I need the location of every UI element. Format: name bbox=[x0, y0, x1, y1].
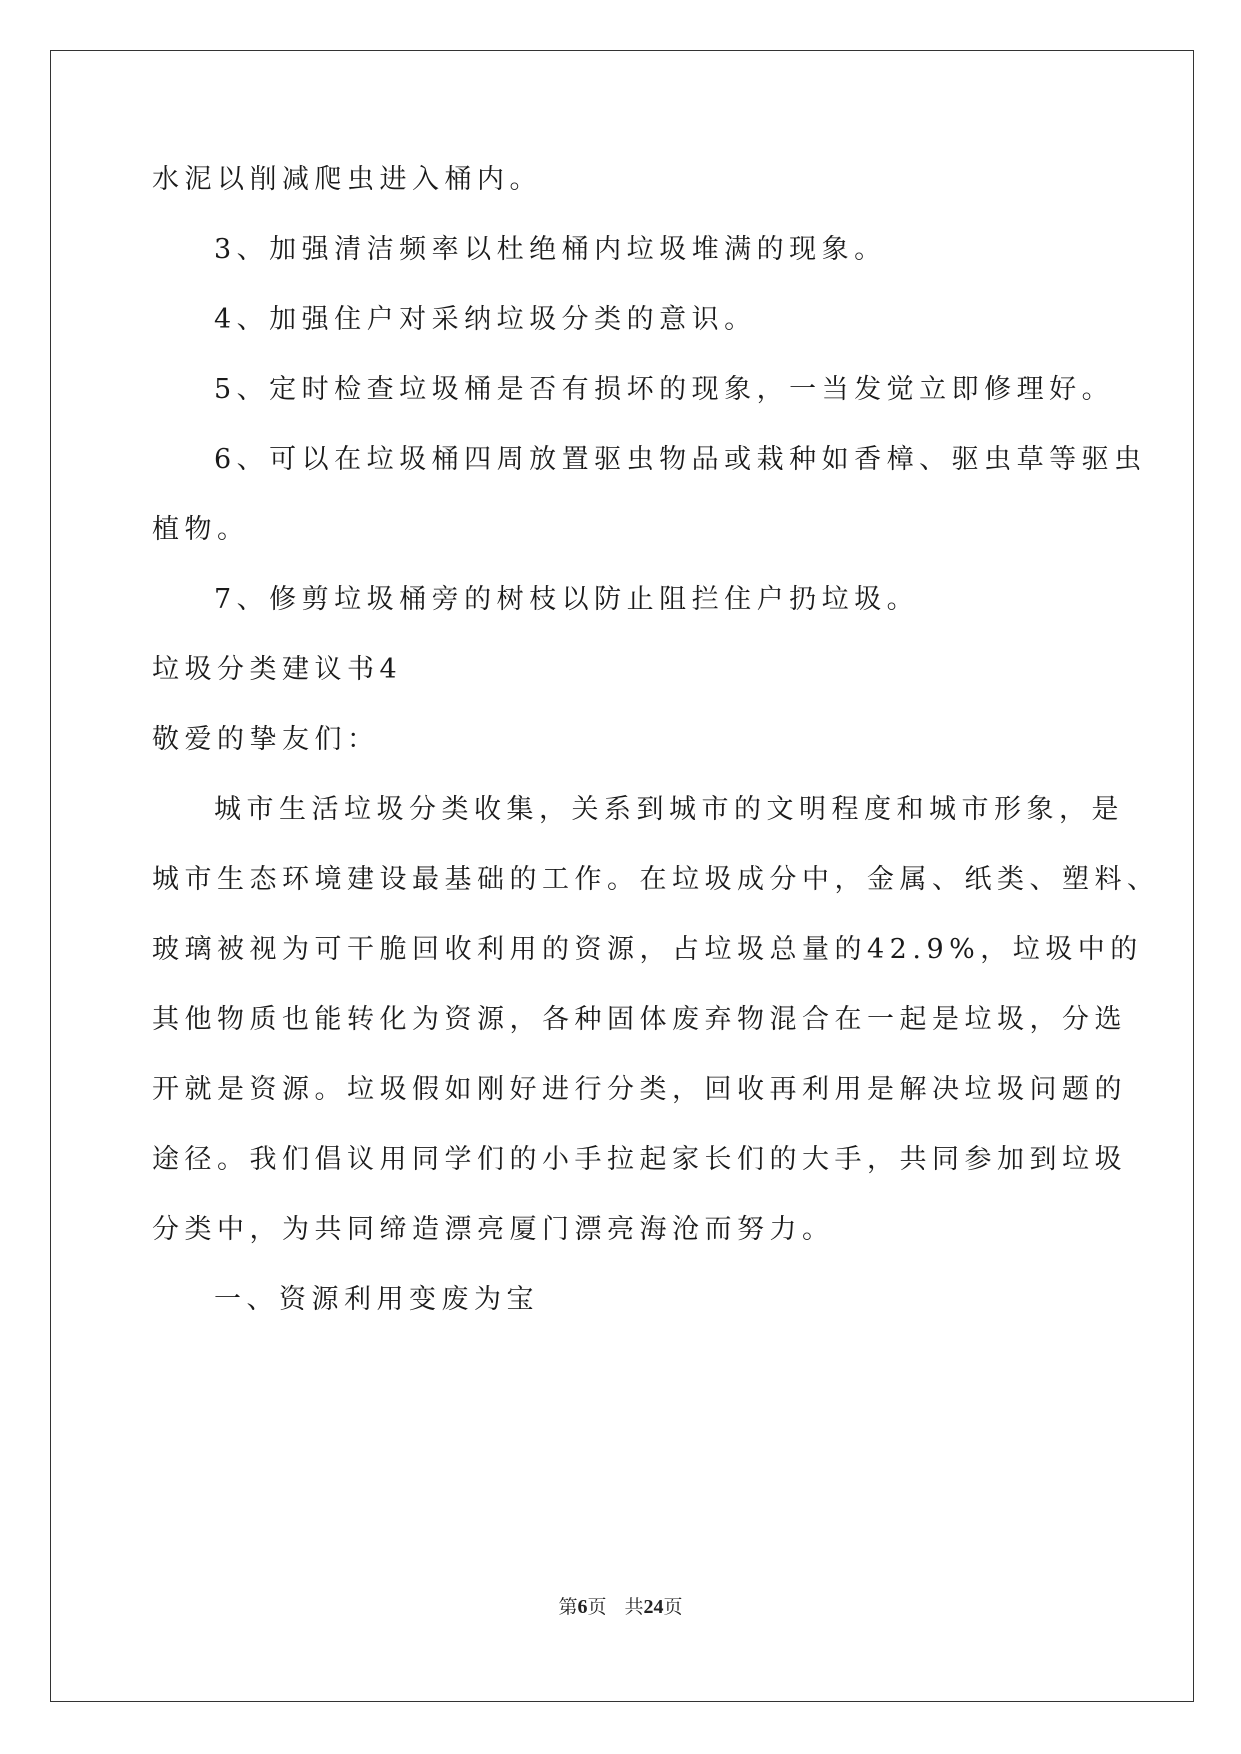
page-footer bbox=[0, 1592, 1241, 1619]
footer-suffix: 页 bbox=[663, 1596, 683, 1618]
current-page-number: 6 bbox=[577, 1596, 588, 1618]
footer-prefix: 第 bbox=[558, 1596, 578, 1618]
text-line: 植物。 bbox=[152, 514, 250, 545]
paragraph-line: 分类中，为共同缔造漂亮厦门漂亮海沧而努力。 bbox=[152, 1214, 835, 1245]
paragraph-line: 开就是资源。垃圾假如刚好进行分类，回收再利用是解决垃圾问题的 bbox=[152, 1074, 1127, 1105]
paragraph-line: 其他物质也能转化为资源，各种固体废弃物混合在一起是垃圾，分选 bbox=[152, 1004, 1127, 1035]
text-line: 水泥以削减爬虫进入桶内。 bbox=[152, 164, 542, 195]
list-item-3: 3、加强清洁频率以杜绝桶内垃圾堆满的现象。 bbox=[214, 234, 887, 265]
list-item-6: 6、可以在垃圾桶四周放置驱虫物品或栽种如香樟、驱虫草等驱虫 bbox=[214, 444, 1147, 475]
total-pages-number: 24 bbox=[643, 1596, 664, 1618]
paragraph-line: 城市生态环境建设最基础的工作。在垃圾成分中，金属、纸类、塑料、 bbox=[152, 864, 1160, 895]
section-heading: 垃圾分类建议书4 bbox=[152, 654, 403, 685]
paragraph-line: 途径。我们倡议用同学们的小手拉起家长们的大手，共同参加到垃圾 bbox=[152, 1144, 1127, 1175]
salutation: 敬爱的挚友们： bbox=[152, 724, 380, 755]
subsection-heading: 一、资源利用变废为宝 bbox=[214, 1284, 539, 1315]
list-item-5: 5、定时检查垃圾桶是否有损坏的现象，一当发觉立即修理好。 bbox=[214, 374, 1115, 405]
paragraph-line: 玻璃被视为可干脆回收利用的资源，占垃圾总量的42.9%，垃圾中的 bbox=[152, 934, 1143, 965]
footer-page-word: 页 bbox=[587, 1596, 607, 1618]
paragraph-line: 城市生活垃圾分类收集，关系到城市的文明程度和城市形象，是 bbox=[214, 794, 1124, 825]
footer-total-prefix: 共 bbox=[624, 1596, 644, 1618]
list-item-7: 7、修剪垃圾桶旁的树枝以防止阻拦住户扔垃圾。 bbox=[214, 584, 920, 615]
list-item-4: 4、加强住户对采纳垃圾分类的意识。 bbox=[214, 304, 757, 335]
